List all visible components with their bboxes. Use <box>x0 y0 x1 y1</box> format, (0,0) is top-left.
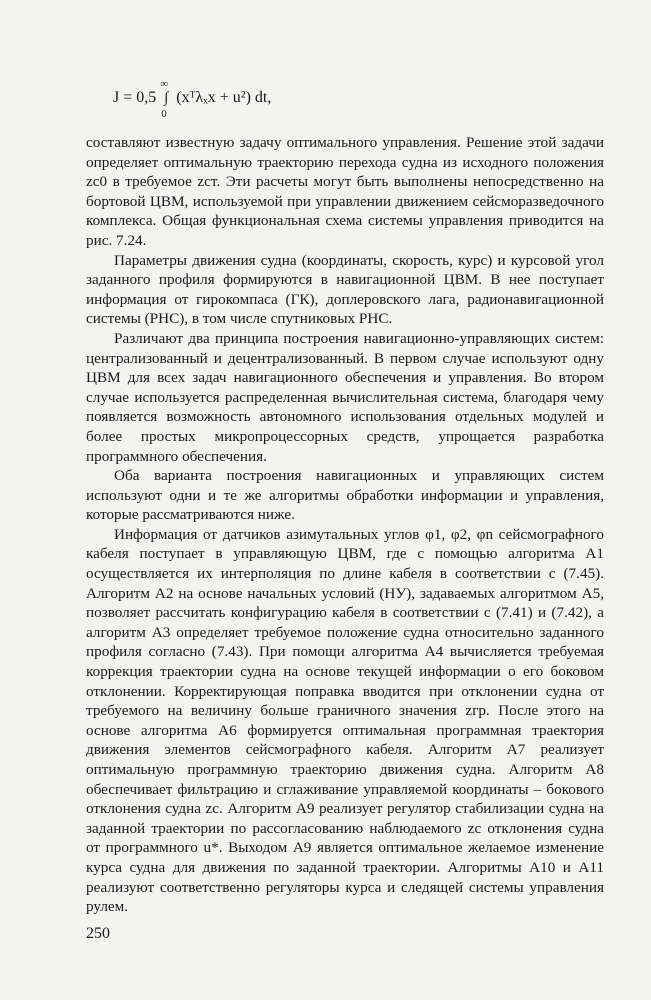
paragraph-2: Параметры движения судна (координаты, скорость, курс) и курсовой угол заданного профиля формируются в навигационной ЦВМ. В нее поступает информация от гирокомпаса (ГК), доплеровского лага, радионавигационной системы (РНС), в том числе спутниковых РНС. <box>86 251 604 328</box>
body-text <box>86 133 604 917</box>
paragraph-3: Различают два принципа построения навигационно-управляющих систем: централизованный и децентрализованный. В первом случае используют одну ЦВМ для всех задач навигационного обеспечения и управления. Во втором случае используется распределенная вычислительная система, благодаря чему появляется возможность автономного использования отдельных модулей и более простых микропроцессорных средств, упрощается разработка программного обеспечения. <box>86 329 604 465</box>
formula-lhs: J = 0,5 <box>113 89 157 106</box>
integral-lower-limit: 0 <box>161 108 167 120</box>
integral-sign: ∫ ∞ 0 <box>160 88 172 108</box>
formula-integrand: (xᵀλₓx + u²) dt, <box>176 89 272 106</box>
page-number: 250 <box>86 925 110 942</box>
paragraph-1: составляют известную задачу оптимального управления. Решение этой задачи определяет оптимальную траекторию перехода судна из исходного положения zс0 в требуемое zст. Эти расчеты могут быть выполнены непосредственно на бортовой ЦВМ, используемой при управлении движением сейсморазведочного комплекса. Общая функциональная схема системы управления приводится на рис. 7.24. <box>86 134 604 249</box>
integral-upper-limit: ∞ <box>160 78 169 90</box>
paragraph-4: Оба варианта построения навигационных и управляющих систем используют одни и те же алгоритмы обработки информации и управления, которые рассматриваются ниже. <box>86 467 604 524</box>
cost-function-formula <box>113 78 272 120</box>
paragraph-5: Информация от датчиков азимутальных углов φ1, φ2, φn сейсмографного кабеля поступает в управляющую ЦВМ, где с помощью алгоритма А1 осуществляется их интерполяция по длине кабеля в соответствии с (7.45). Алгоритм А2 на основе начальных условий (НУ), задаваемых алгоритмом А5, позволяет рассчитать конфигурацию кабеля в соответствии с (7.41) и (7.42), а алгоритм А3 определяет требуемое положение судна относительно заданного профиля согласно (7.43). При помощи алгоритма А4 вычисляется требуемая коррекция траектории судна на основе текущей информации о его боковом отклонении. Корректирующая поправка вводится при отклонении судна от требуемого на величину больше граничного значения zгр. После этого на основе алгоритма А6 формируется оптимальная программная траектория движения элементов сейсмографного кабеля. Алгоритм А7 реализует оптимальную программную траекторию движения судна. Алгоритм А8 обеспечивает фильтрацию и сглаживание управляемой координаты – бокового отклонения судна zс. Алгоритм А9 реализует регулятор стабилизации судна на заданной траектории по рассогласованию наблюдаемого zс отклонения судна от программного u*. Выходом А9 является оптимальное желаемое изменение курса судна для движения по заданной траектории. Алгоритмы А10 и А11 реализуют соответственно регуляторы курса и следящей системы управления рулем. <box>86 525 604 916</box>
